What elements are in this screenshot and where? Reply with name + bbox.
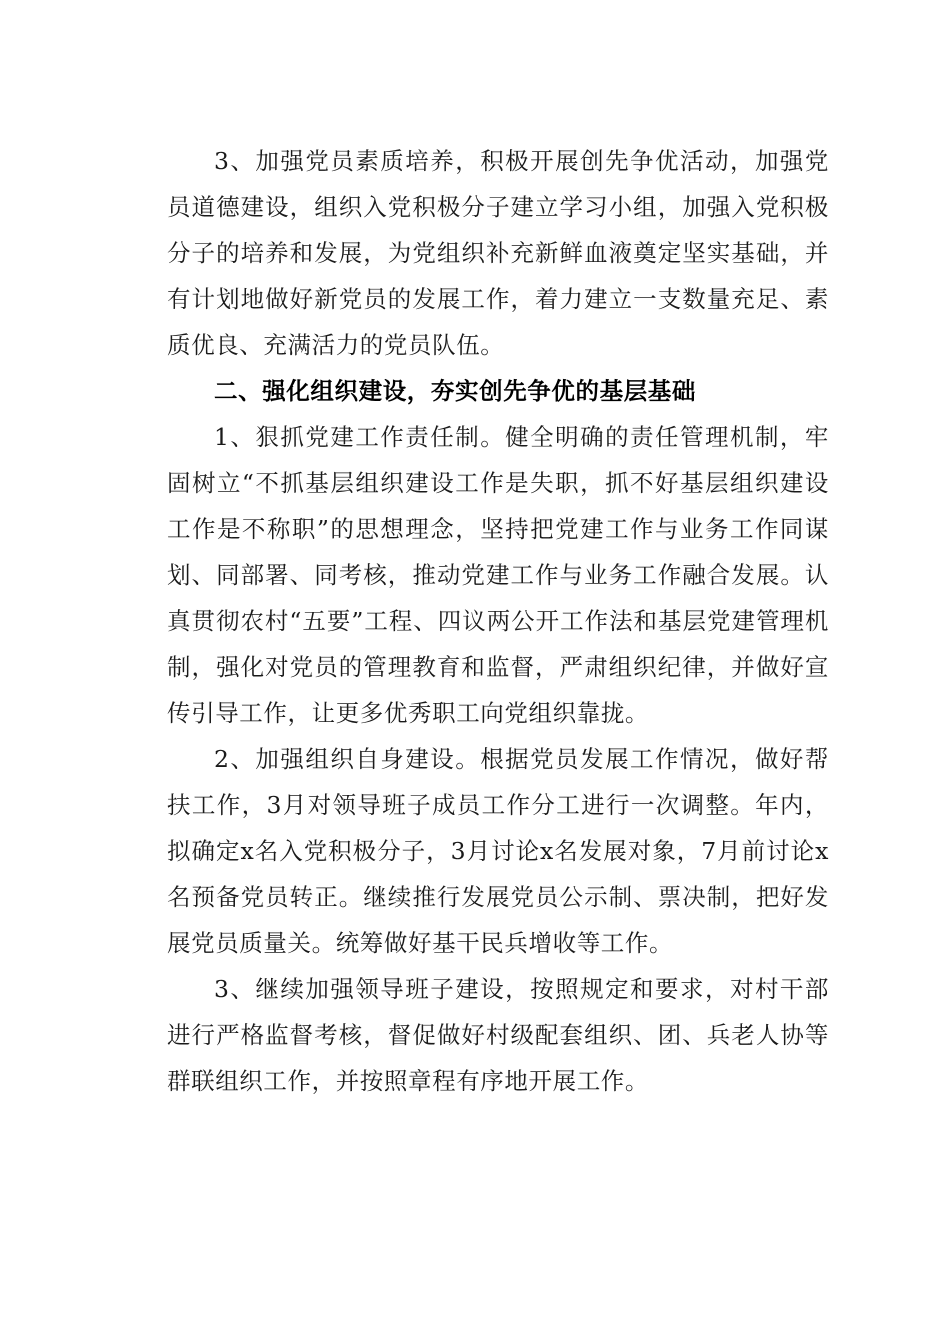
paragraph-party-member-quality: 3、加强党员素质培养，积极开展创先争优活动，加强党员道德建设，组织入党积极分子建立学习小组，加强入党积极分子的培养和发展，为党组织补充新鲜血液奠定坚实基础，并有计划地做好新党员的发展工作，着力建立一支数量充足、素质优良、充满活力的党员队伍。	[167, 147, 829, 359]
paragraph-leadership-team: 3、继续加强领导班子建设，按照规定和要求，对村干部进行严格监督考核，督促做好村级配套组织、团、兵老人协等群联组织工作，并按照章程有序地开展工作。	[167, 975, 829, 1095]
section-heading-organization: 二、强化组织建设，夯实创先争优的基层基础	[214, 377, 696, 405]
paragraph-responsibility-system: 1、狠抓党建工作责任制。健全明确的责任管理机制，牢固树立“不抓基层组织建设工作是失职，抓不好基层组织建设工作是不称职”的思想理念，坚持把党建工作与业务工作同谋划、同部署、同考核，推动党建工作与业务工作融合发展。认真贯彻农村“五要”工程、四议两公开工作法和基层党建管理机制，强化对党员的管理教育和监督，严肃组织纪律，并做好宣传引导工作，让更多优秀职工向党组织靠拢。	[167, 423, 829, 727]
document-body	[167, 138, 829, 1104]
paragraph-self-construction: 2、加强组织自身建设。根据党员发展工作情况，做好帮扶工作，3月对领导班子成员工作分工进行一次调整。年内，拟确定x名入党积极分子，3月讨论x名发展对象，7月前讨论x名预备党员转正。继续推行发展党员公示制、票决制，把好发展党员质量关。统筹做好基干民兵增收等工作。	[167, 745, 829, 957]
